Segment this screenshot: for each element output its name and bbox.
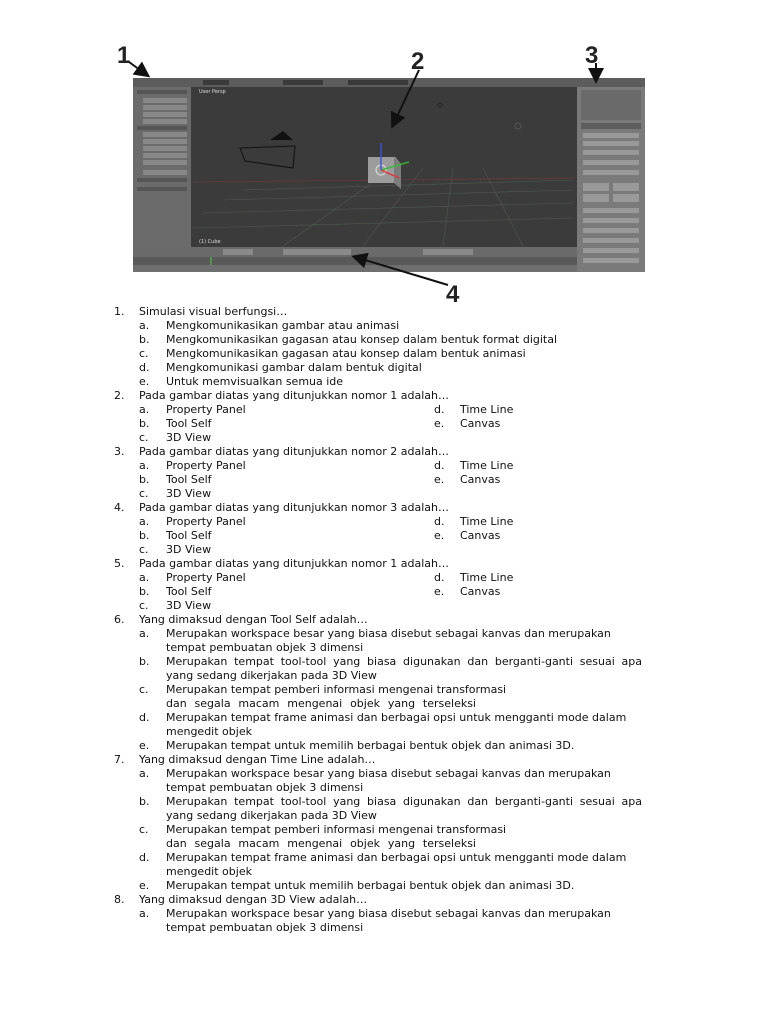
option-letter: d. [434,515,445,528]
option-letter: e. [139,879,150,892]
question-number: 7. [114,753,125,766]
viewport-label: User Persp [199,89,226,95]
option-letter: c. [139,683,149,696]
option-letter: b. [139,417,150,430]
option-text: Mengkomunikasikan gambar atau animasi [166,319,400,332]
question-number: 8. [114,893,125,906]
option-letter: a. [139,403,150,416]
option-text-line1: Merupakan workspace besar yang biasa disebut sebagai kanvas dan merupakan [166,767,611,780]
option-text-line1: Merupakan tempat frame animasi dan berbagai opsi untuk mengganti mode dalam [166,711,627,724]
option-letter: c. [139,543,149,556]
option-text-line1: Merupakan tempat untuk memilih berbagai bentuk objek dan animasi 3D. [166,739,575,752]
question-number: 6. [114,613,125,626]
option-text-line2: yang sedang dikerjakan pada 3D View [166,669,377,682]
option-letter: d. [434,403,445,416]
question-number: 4. [114,501,125,514]
option-text: Tool Self [166,585,212,598]
question-number: 3. [114,445,125,458]
option-text-line1: Merupakan workspace besar yang biasa disebut sebagai kanvas dan merupakan [166,627,611,640]
option-text: Canvas [460,417,501,430]
option-letter: b. [139,655,150,668]
option-text: Mengkomunikasikan gagasan atau konsep dalam bentuk animasi [166,347,526,360]
callout-number-2: 2 [411,48,425,75]
question-text: Pada gambar diatas yang ditunjukkan nomor 1 adalah… [139,389,450,402]
option-letter: d. [139,711,150,724]
option-letter: e. [434,529,445,542]
option-letter: c. [139,599,149,612]
option-letter: c. [139,431,149,444]
option-text: Time Line [460,459,514,472]
option-letter: a. [139,515,150,528]
option-text-line1: Merupakan tempat pemberi informasi mengenai transformasi [166,683,507,696]
option-letter: b. [139,333,150,346]
option-text-line1: Merupakan tempat pemberi informasi mengenai transformasi [166,823,507,836]
question-number: 2. [114,389,125,402]
viewport-object-label: (1) Cube [199,239,221,245]
option-letter: e. [434,473,445,486]
option-letter: c. [139,487,149,500]
option-letter: d. [434,571,445,584]
option-text: Property Panel [166,515,246,528]
callout-number-1: 1 [117,42,131,69]
option-letter: d. [434,459,445,472]
arrow-2 [393,70,419,125]
option-text-line2: mengedit objek [166,725,252,738]
option-text-line1: Merupakan tempat tool-tool yang biasa digunakan dan berganti-ganti sesuai apa [166,655,642,668]
option-text-line1: Merupakan tempat frame animasi dan berbagai opsi untuk mengganti mode dalam [166,851,627,864]
callout-arrows [0,0,768,320]
option-letter: a. [139,907,150,920]
question-text: Simulasi visual berfungsi… [139,305,288,318]
arrow-1 [129,62,147,75]
option-letter: a. [139,627,150,640]
option-letter: d. [139,361,150,374]
option-letter: c. [139,347,149,360]
option-text-line2: mengedit objek [166,865,252,878]
option-letter: a. [139,571,150,584]
option-letter: e. [139,375,150,388]
option-text: Property Panel [166,459,246,472]
option-text-line2: tempat pembuatan objek 3 dimensi [166,641,364,654]
question-number: 1. [114,305,125,318]
option-text-line2: dan segala macam mengenai objek yang terseleksi [166,697,476,710]
option-letter: a. [139,319,150,332]
question-text: Yang dimaksud dengan Time Line adalah… [139,753,376,766]
option-letter: d. [139,851,150,864]
option-text-line2: dan segala macam mengenai objek yang terseleksi [166,837,476,850]
option-text: 3D View [166,543,212,556]
option-letter: e. [434,585,445,598]
question-text: Pada gambar diatas yang ditunjukkan nomor 3 adalah… [139,501,450,514]
option-text: Time Line [460,571,514,584]
option-text-line2: yang sedang dikerjakan pada 3D View [166,809,377,822]
option-text: 3D View [166,599,212,612]
option-letter: b. [139,529,150,542]
question-number: 5. [114,557,125,570]
option-text: Canvas [460,529,501,542]
question-text: Pada gambar diatas yang ditunjukkan nomor 2 adalah… [139,445,450,458]
option-text-line1: Merupakan tempat tool-tool yang biasa digunakan dan berganti-ganti sesuai apa [166,795,642,808]
option-letter: e. [139,739,150,752]
option-text: Canvas [460,473,501,486]
option-text-line1: Merupakan tempat untuk memilih berbagai bentuk objek dan animasi 3D. [166,879,575,892]
option-text: Time Line [460,515,514,528]
option-letter: e. [434,417,445,430]
option-text: Mengkomunikasi gambar dalam bentuk digital [166,361,422,374]
callout-number-4: 4 [446,281,460,308]
option-text: Tool Self [166,417,212,430]
arrow-4 [355,257,448,285]
option-text-line2: tempat pembuatan objek 3 dimensi [166,921,364,934]
option-text: 3D View [166,431,212,444]
option-letter: a. [139,459,150,472]
question-text: Yang dimaksud dengan 3D View adalah… [139,893,368,906]
option-letter: b. [139,795,150,808]
option-letter: c. [139,823,149,836]
option-text-line2: tempat pembuatan objek 3 dimensi [166,781,364,794]
option-letter: b. [139,473,150,486]
option-text: Mengkomunikasikan gagasan atau konsep dalam bentuk format digital [166,333,558,346]
option-text: Untuk memvisualkan semua ide [166,375,344,388]
option-text: Canvas [460,585,501,598]
callout-number-3: 3 [585,42,599,69]
option-text: Tool Self [166,473,212,486]
option-text: Property Panel [166,403,246,416]
question-text: Pada gambar diatas yang ditunjukkan nomor 1 adalah… [139,557,450,570]
option-text-line1: Merupakan workspace besar yang biasa disebut sebagai kanvas dan merupakan [166,907,611,920]
option-text: Tool Self [166,529,212,542]
option-text: Property Panel [166,571,246,584]
option-letter: a. [139,767,150,780]
option-text: 3D View [166,487,212,500]
question-text: Yang dimaksud dengan Tool Self adalah… [139,613,368,626]
option-text: Time Line [460,403,514,416]
option-letter: b. [139,585,150,598]
